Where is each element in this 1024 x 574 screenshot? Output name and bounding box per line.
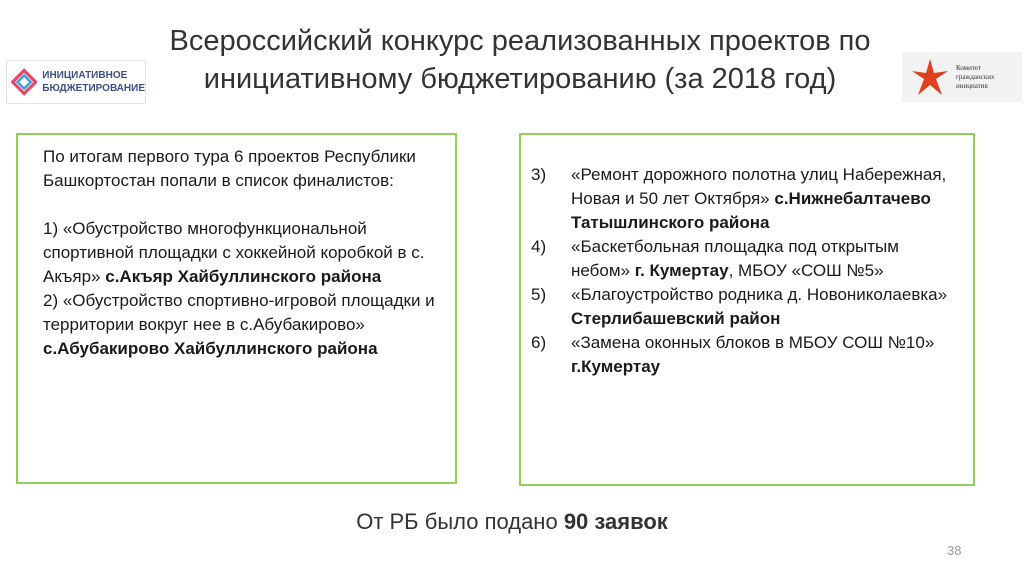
- diamond-logo-icon: [11, 66, 37, 98]
- logo-right-line3: инициатив: [956, 81, 988, 90]
- finalist-item-4: [531, 235, 955, 283]
- finalists-intro: По итогам первого тура 6 проектов Республики Башкортостан попали в список финалистов:: [43, 147, 416, 190]
- finalist-item-3: [531, 163, 955, 235]
- finalist-item-1-place: с.Акъяр Хайбуллинского района: [105, 267, 382, 286]
- finalist-item-5: [531, 283, 955, 331]
- finalists-box-right: [519, 133, 975, 486]
- finalist-item-1-prefix: 1): [43, 219, 59, 238]
- slide-title: Всероссийский конкурс реализованных проектов по инициативному бюджетированию (за 2018 год): [169, 25, 871, 95]
- logo-right-line1: Комитет: [956, 63, 982, 72]
- civic-initiatives-committee-logo: [902, 52, 1022, 102]
- finalist-item-6-num: 6): [531, 333, 547, 352]
- finalist-item-2-place: с.Абубакирово Хайбуллинского района: [43, 339, 378, 358]
- finalist-item-2-prefix: 2): [43, 291, 59, 310]
- logo-left-line2: БЮДЖЕТИРОВАНИЕ: [42, 83, 145, 94]
- finalist-item-3-place: с.Нижнебалтачево Татышлинского района: [571, 189, 931, 232]
- initiative-budgeting-logo: [6, 60, 146, 104]
- applications-count: 90 заявок: [563, 509, 668, 534]
- finalist-item-6: [531, 331, 955, 379]
- finalist-item-1-text: «Обустройство многофункциональной спортивной площадки с хоккейной коробкой в с. Акъяр»: [43, 219, 425, 286]
- finalist-item-3-num: 3): [531, 165, 547, 184]
- applications-text: От РБ было подано: [356, 509, 564, 534]
- applications-summary: [0, 509, 1024, 535]
- logo-right-line2: гражданских: [956, 72, 995, 81]
- page-number: 38: [947, 543, 962, 558]
- finalist-item-5-num: 5): [531, 285, 547, 304]
- finalist-item-5-text: «Благоустройство родника д. Новониколаевка»: [571, 285, 948, 304]
- finalist-item-4-place: г. Кумертау: [634, 261, 729, 280]
- logo-left-line1: ИНИЦИАТИВНОЕ: [42, 70, 128, 81]
- finalist-item-1: [43, 217, 437, 289]
- finalist-item-2-text: «Обустройство спортивно-игровой площадки и территории вокруг нее в с.Абубакирово»: [43, 291, 435, 334]
- finalist-item-3-text: «Ремонт дорожного полотна улиц Набережная, Новая и 50 лет Октября»: [571, 165, 947, 208]
- star-figure-icon: [908, 55, 952, 99]
- finalist-item-6-place: г.Кумертау: [571, 357, 661, 376]
- finalist-item-5-place: Стерлибашевский район: [571, 309, 781, 328]
- finalist-item-6-text: «Замена оконных блоков в МБОУ СОШ №10»: [571, 333, 935, 352]
- finalist-item-2: [43, 289, 437, 361]
- finalists-box-left: [16, 133, 457, 484]
- finalist-item-4-after: , МБОУ «СОШ №5»: [728, 261, 884, 280]
- finalist-item-4-text: «Баскетбольная площадка под открытым небом»: [571, 237, 899, 280]
- finalist-item-4-num: 4): [531, 237, 547, 256]
